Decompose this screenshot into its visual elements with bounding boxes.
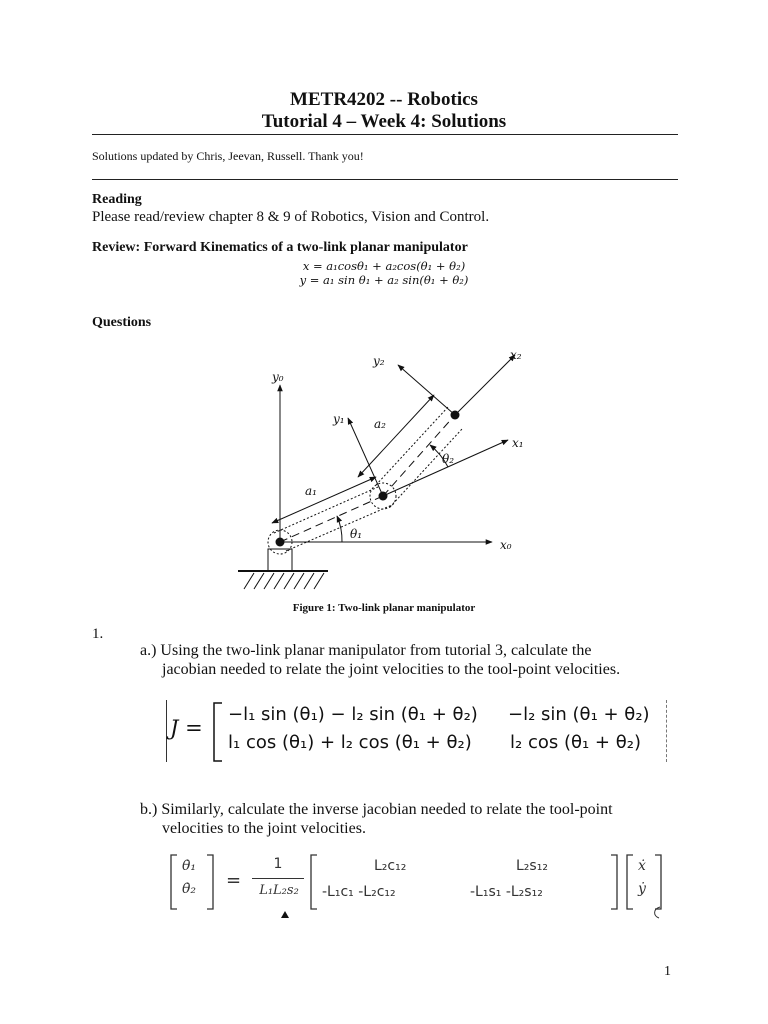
label-x2: x₂ [510,348,522,362]
figure-caption: Figure 1: Two-link planar manipulator [292,602,476,614]
inverse-equals-sign: = [226,870,242,891]
inverse-fraction-bar [252,878,304,879]
ground-hatching [238,549,328,589]
document-title-line2: Tutorial 4 – Week 4: Solutions [261,111,507,132]
label-y2: y₂ [373,354,385,368]
label-y0: y₀ [272,370,284,384]
question-number: 1. [92,626,104,642]
inverse-denominator: L₁L₂s₂ [259,883,299,898]
theta2-dot: θ̇₂ [182,881,197,897]
question-b-line2: velocities to the joint velocities. [162,820,366,837]
x2-axis [455,355,515,415]
label-x1: x₁ [512,436,524,450]
velocity-left-bracket [626,854,634,910]
label-a2: a₂ [374,417,386,431]
reading-text: Please read/review chapter 8 & 9 of Robotics, Vision and Control. [92,209,490,225]
theta1-dot: θ̇₁ [182,858,197,874]
inverse-matrix-left-bracket [310,854,318,910]
credits-divider [92,179,678,180]
x1-axis [383,440,508,496]
jacobian-r2c2: l₂ cos (θ₁ + θ₂) [510,732,641,753]
inverse-jacobian-equation [170,850,670,922]
joint0 [276,538,285,547]
inverse-lhs-left-bracket [170,854,178,910]
inverse-numerator: 1 [273,856,283,872]
label-y1: y₁ [333,412,345,426]
forward-kinematics-x: x = a₁cosθ₁ + a₂cos(θ₁ + θ₂) [302,259,466,273]
page-number: 1 [664,964,671,979]
header-divider [92,134,678,135]
inverse-r1c1: L₂c₁₂ [374,858,407,874]
label-x0: x₀ [500,538,512,552]
question-a-line1: a.) Using the two-link planar manipulator from tutorial 3, calculate the [140,642,592,659]
jacobian-r1c2: −l₂ sin (θ₁ + θ₂) [508,704,650,725]
x-dot: ẋ [638,858,646,874]
inverse-r1c2: L₂s₁₂ [516,858,548,874]
a2-dimension [358,395,434,477]
inverse-r2c1: -L₁c₁ -L₂c₁₂ [322,884,396,900]
inverse-lhs-right-bracket [206,854,214,910]
label-a1: a₁ [305,484,317,498]
question-a-line2: jacobian needed to relate the joint velocities to the tool-point velocities. [162,661,621,678]
credits-text: Solutions updated by Chris, Jeevan, Russell. Thank you! [92,149,364,163]
questions-heading: Questions [92,315,152,330]
jacobian-left-bracket [212,702,224,762]
y2-axis [398,365,455,415]
inverse-r2c2: -L₁s₁ -L₂s₁₂ [470,884,543,900]
label-theta2: θ₂ [442,452,455,466]
a1-dimension [272,477,376,523]
jacobian-r2c1: l₁ cos (θ₁) + l₂ cos (θ₁ + θ₂) [228,732,472,753]
velocity-right-bracket [654,854,662,910]
jacobian-lhs: J = [170,716,203,740]
reading-heading: Reading [92,192,142,207]
jacobian-r1c1: −l₁ sin (θ₁) − l₂ sin (θ₁ + θ₂) [228,704,478,725]
forward-kinematics-y: y = a₁ sin θ₁ + a₂ sin(θ₁ + θ₂) [299,273,469,287]
jacobian-crop-left [166,700,167,762]
review-heading: Review: Forward Kinematics of a two-link planar manipulator [92,240,468,255]
manipulator-figure [230,345,560,595]
cursor-caret-icon [280,910,290,920]
inverse-matrix-right-bracket [610,854,618,910]
question-b-line1: b.) Similarly, calculate the inverse jacobian needed to relate the tool-point [140,801,613,818]
cursor-hook-icon [650,906,666,920]
label-theta1: θ₁ [350,527,363,541]
y-dot: ẏ [638,881,646,897]
document-title-line1: METR4202 -- Robotics [290,89,478,110]
jacobian-equation [166,698,668,766]
jacobian-crop-right [666,700,667,762]
